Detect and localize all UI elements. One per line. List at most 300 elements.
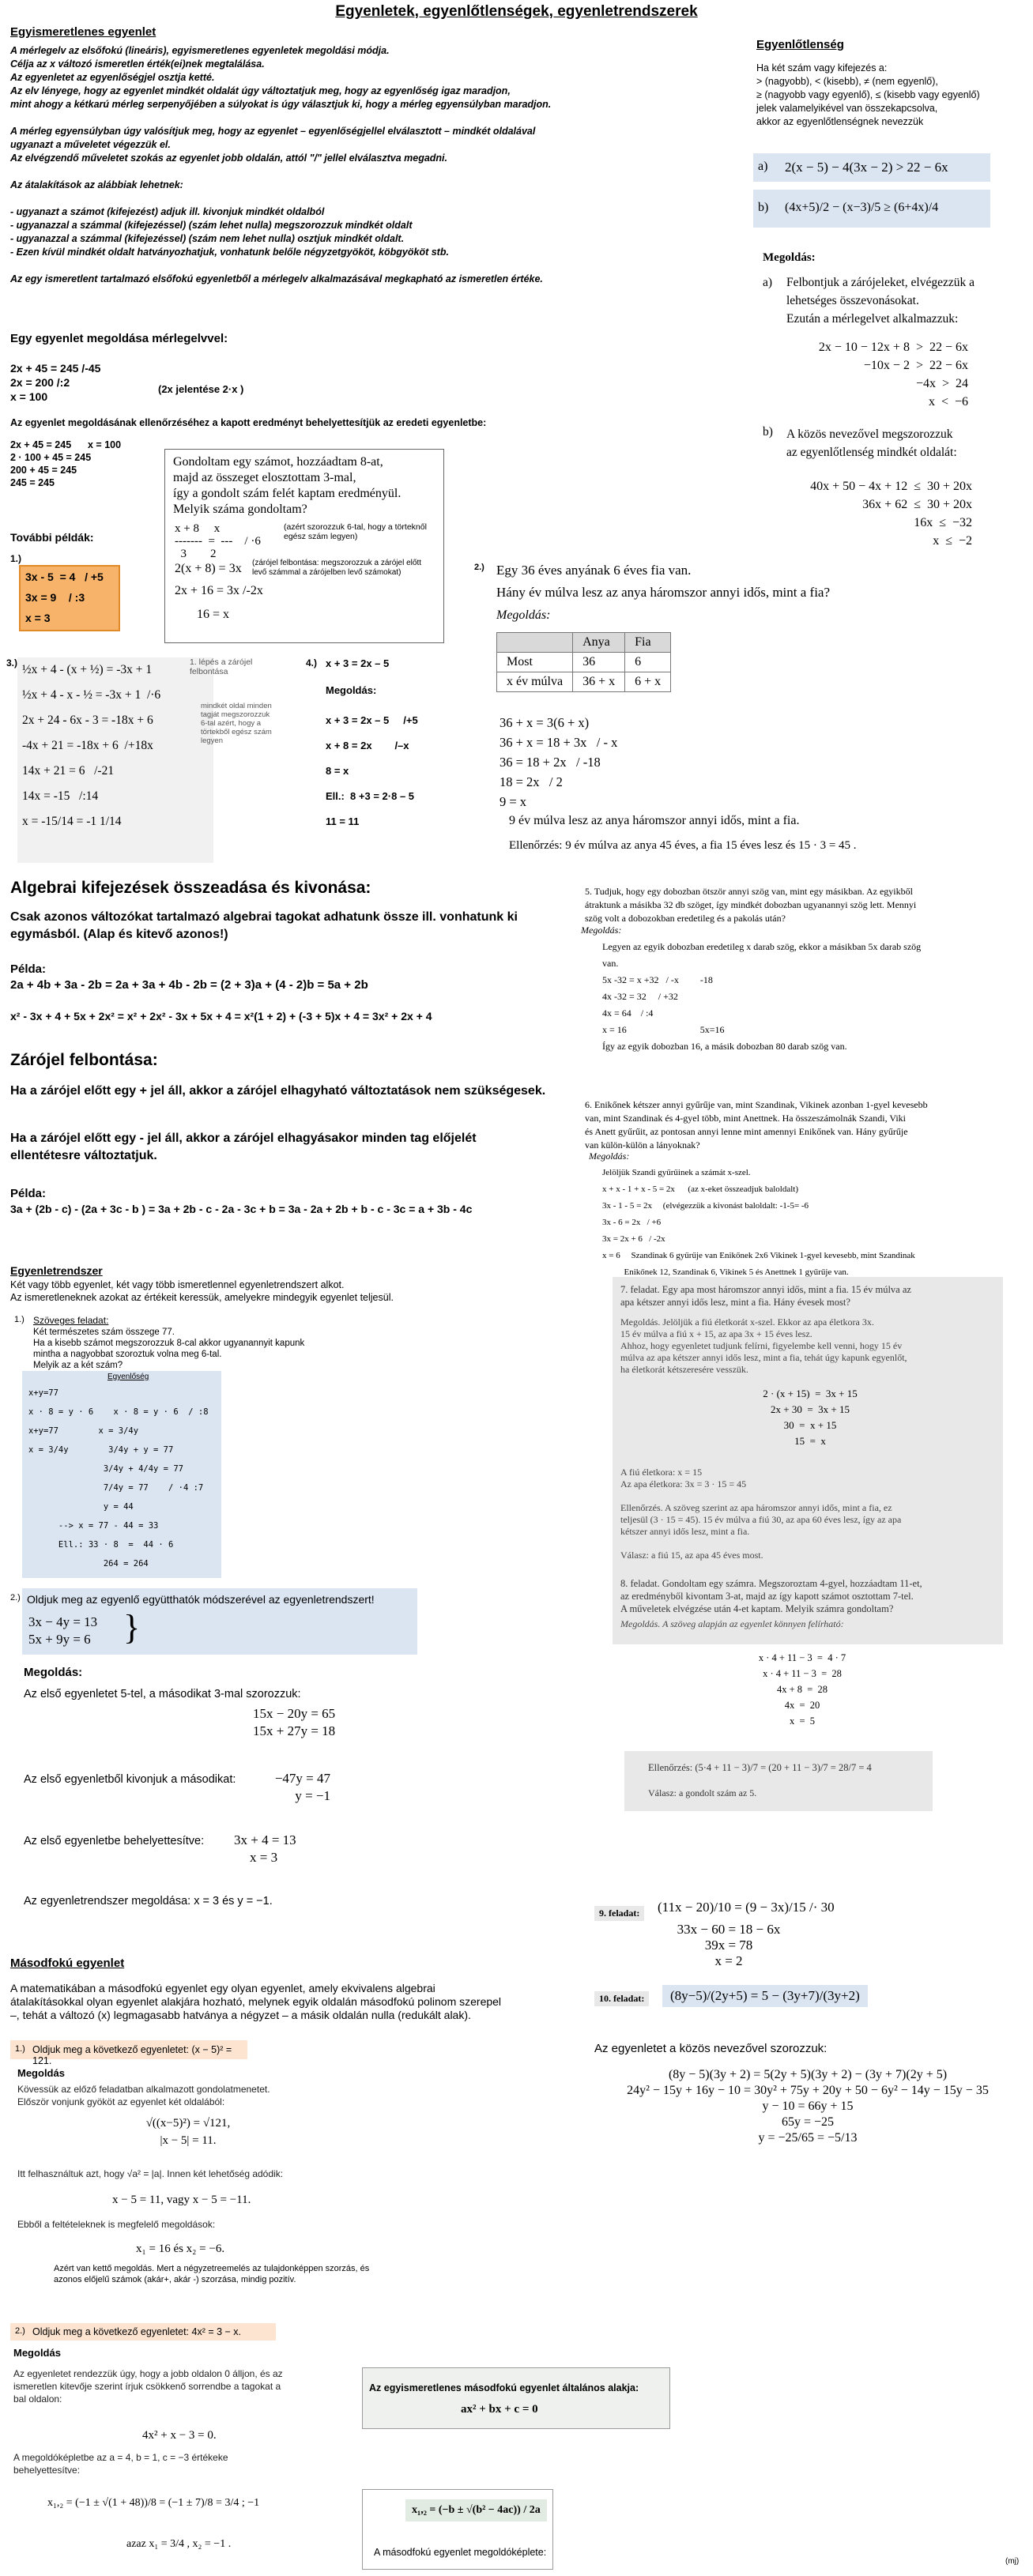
quad-1-text2: Itt felhasználtuk azt, hogy √a² = |a|. Innen két lehetőség adódik: <box>17 2168 284 2179</box>
sec2-note: (2x jelentése 2·x ) <box>158 383 244 395</box>
problem-7-line: 7. feladat. Egy apa most háromszor annyi idős, mint a fia. 15 év múlva az <box>620 1284 911 1295</box>
quad-2-title: Oldjuk meg a következő egyenletet: 4x² = 3 − x. <box>32 2326 242 2337</box>
problem-6-text <box>585 1098 928 1152</box>
check-heading: Az egyenlet megoldásának ellenőrzéséhez a kapott eredményt behelyettesítjük az eredeti egyenletbe: <box>10 417 487 428</box>
quad-1-line: Kövessük az előző feladatban alkalmazott gondolatmenetet. <box>17 2084 270 2095</box>
ineq-a-explanation <box>786 273 975 328</box>
ineq-b-step: 40x + 50 − 4x + 12 ≤ 30 + 20x <box>810 480 972 493</box>
sys-1-line: Két természetes szám összege 77. <box>33 1328 175 1337</box>
problem-6-steps <box>602 1165 915 1281</box>
problem-10-label: 10. feladat: <box>594 1991 649 2006</box>
ex4-line: x + 8 = 2x /–x <box>326 740 409 751</box>
problem-6-step: 3x = 2x + 6 / -2x <box>602 1234 665 1244</box>
problem-7-solution-line: múlva az apa kétszer annyi idős lesz, mint a fia, tehát úgy kapunk egyenlőt, <box>620 1352 907 1363</box>
sys-box-line: x+y=77 <box>28 1388 58 1398</box>
quad-formula-title: A másodfokú egyenlet megoldóképlete: <box>374 2547 547 2558</box>
problem-6-step: x = 6 Szandinak 6 gyűrűje van Enikőnek 2x6 Vikinek 1-gyel kevesebb, mint Szandinak <box>602 1251 915 1260</box>
age-answer: 9 év múlva lesz az anya háromszor annyi idős, mint a fia. <box>509 814 800 827</box>
quad-heading: Másodfokú egyenlet <box>10 1956 125 1970</box>
alg-example-1: 2a + 4b + 3a - 2b = 2a + 3a + 4b - 2b = (2 + 3)a + (4 - 2)b = 5a + 2b <box>10 978 368 992</box>
ineq-a-step: x < −6 <box>928 395 968 409</box>
ineq-a-label: a) <box>758 160 768 173</box>
problem-5-step: 4x = 64 / :4 <box>602 1007 654 1019</box>
ineq-b-label: b) <box>758 201 769 214</box>
ex3-note-b: mindkét oldal minden tagját megszorozzuk 6-tal azért, hogy a törtekből egész szám legyen <box>201 702 272 745</box>
problem-7-eq: 15 = x <box>794 1435 826 1447</box>
sec1-text <box>10 44 722 286</box>
quad-formula: x₁,₂ = (−b ± √(b² − 4ac)) / 2a <box>405 2499 547 2521</box>
table-cell: Anya <box>573 633 625 653</box>
problem-5-solution-label: Megoldás: <box>581 925 622 936</box>
riddle-step1b: ------- = --- / ·6 <box>175 535 261 548</box>
problem-6-line: van, mint Szandinak és 4-gyel több, mint Anettnek. Ha összeszámolnák Szandi, Viki <box>585 1113 906 1124</box>
table-cell: Most <box>497 653 573 672</box>
quad-2-line: ismeretlen kitevője szerint írjuk csökkenő sorrendbe a tagokat a <box>13 2381 281 2392</box>
problem-8-solution-label: Megoldás. A szöveg alapján az egyenlet könnyen felírható: <box>620 1618 844 1629</box>
ex1-line: 3x = 9 / :3 <box>25 591 85 604</box>
ex4-number: 4.) <box>306 657 318 668</box>
sys-definition <box>10 1279 394 1304</box>
ineq-a-box <box>753 153 990 182</box>
sys-s3a: 3x + 4 = 13 <box>234 1832 296 1847</box>
problem-8-eq: x = 5 <box>789 1715 816 1727</box>
quad-2-box <box>10 2323 276 2341</box>
sys-1-title: Szöveges feladat: <box>33 1315 109 1326</box>
ex4-line: 11 = 11 <box>326 815 360 827</box>
problem-5-step: Legyen az egyik dobozban eredetileg x darab szög, ekkor a másikban 5x darab szög <box>602 941 922 952</box>
sec1-line: - ugyanazt a számot (kifejezést) adjuk ill. kivonjuk mindkét oldalból <box>10 206 325 217</box>
ineq-b-line: az egyenlőtlenség mindkét oldalát: <box>786 446 957 459</box>
sys-1-line: Melyik az a két szám? <box>33 1361 123 1370</box>
sys-2-box <box>22 1588 417 1655</box>
quad-2-number: 2.) <box>15 2326 25 2336</box>
ineq-b-line: A közös nevezővel megszorozzuk <box>786 427 953 441</box>
problem-5-line: szög volt a dobozokban eredetileg és a pakolás után? <box>585 913 786 924</box>
quad-1-number: 1.) <box>15 2044 25 2054</box>
problem-6-step: x + x - 1 + x - 5 = 2x (az x-eket összeadjuk baloldalt) <box>602 1184 799 1194</box>
problem-7-equations <box>723 1386 897 1449</box>
problem-7-end-line: Ellenőrzés. A szöveg szerint az apa háromszor annyi idős, mint a fia, ez <box>620 1502 892 1513</box>
sys-eq2: 5x + 9y = 6 <box>28 1632 91 1647</box>
ineq-b-step: x ≤ −2 <box>933 534 972 548</box>
sys-heading: Egyenletrendszer <box>10 1264 103 1277</box>
problem-5-step: x = 16 5x=16 <box>602 1024 725 1035</box>
table-cell: 36 + x <box>573 672 625 692</box>
sys-step2-eqs <box>267 1770 330 1805</box>
ex1-number: 1.) <box>10 553 22 564</box>
sys-1-line: Ha a kisebb számot megszorozzuk 8-cal akkor ugyanannyit kapunk <box>33 1339 305 1348</box>
problem-10-step: (8y − 5)(3y + 2) = 5(2y + 5)(3y + 2) − (3y + 7)(2y + 5) <box>668 2068 948 2081</box>
check-line: 200 + 45 = 245 <box>10 465 77 476</box>
quad-1-solution-label: Megoldás <box>17 2067 65 2079</box>
problem-7-end-line: Válasz: a fiú 15, az apa 45 éves most. <box>620 1550 763 1561</box>
sys-1-line: mintha a nagyobbat szoroztuk volna meg 6-tal. <box>33 1350 222 1359</box>
problem-8-eq: 4x + 8 = 28 <box>776 1684 828 1695</box>
sys-l1: Két vagy több egyenlet, két vagy több ismeretlennel egyenletrendszert alkot. <box>10 1279 345 1290</box>
ineq-a-step: −4x > 24 <box>915 377 968 390</box>
ineq-line: ≥ (nagyobb vagy egyenlő), ≤ (kisebb vagy egyenlő) <box>756 89 980 100</box>
table-row <box>497 653 671 672</box>
riddle-text <box>173 454 401 518</box>
problem-7-end-line <box>620 1538 901 1550</box>
sys-box-line: --> x = 77 - 44 = 33 <box>28 1521 159 1531</box>
ineq-b-box <box>753 190 990 228</box>
quad-1-line: Először vonjunk gyököt az egyenlet két oldalából: <box>17 2096 225 2107</box>
brace-icon: } <box>123 1608 141 1647</box>
quad-1-eq1a: √((x−5)²) = √121, <box>145 2117 231 2130</box>
sec2-steps <box>10 361 100 404</box>
ex3-line: ½x + 4 - x - ½ = -3x + 1 /·6 <box>22 688 161 702</box>
problem-7-eq: 2x + 30 = 3x + 15 <box>771 1403 850 1415</box>
ineq-solution-label: Megoldás: <box>763 251 816 264</box>
problem-5-step: 5x -32 = x +32 / -x -18 <box>602 974 713 985</box>
ineq-b-step: 16x ≤ −32 <box>914 516 972 529</box>
age-step: 36 + x = 18 + 3x / - x <box>500 735 618 750</box>
problem-5-line: 5. Tudjuk, hogy egy dobozban ötször annyi szög van, mint egy másikban. Az egyikből <box>585 886 913 897</box>
riddle-fraction <box>175 522 261 560</box>
problem-7-solution-line: Ahhoz, hogy egyenletet tudjunk felírni, figyelembe kell venni, hogy 15 év <box>620 1340 903 1351</box>
problem-7-end-line: Az apa életkora: 3x = 3 · 15 = 45 <box>620 1478 747 1489</box>
ineq-heading: Egyenlőtlenség <box>756 38 844 51</box>
problem-8-check: Ellenőrzés: (5·4 + 11 − 3)/7 = (20 + 11 − 3)/7 = 28/7 = 4 <box>648 1762 872 1773</box>
problem-10-equation: (8y−5)/(2y+5) = 5 − (3y+7)/(3y+2) <box>662 1985 868 2007</box>
riddle-step4: 16 = x <box>197 608 230 621</box>
sys-s1b: 15x + 27y = 18 <box>253 1723 336 1738</box>
table-cell: 36 <box>573 653 625 672</box>
problem-5-steps <box>602 939 921 1055</box>
problem-6-line: és Anett gyűrűit, az pontosan annyi lenne mint amennyi Enikőnek van. Hány gyűrűje <box>585 1126 908 1137</box>
age-table <box>496 632 671 692</box>
quad-2-solution-label: Megoldás <box>13 2347 61 2359</box>
age-q1: Egy 36 éves anyának 6 éves fia van. <box>496 563 692 578</box>
sec1-line <box>10 192 722 205</box>
quad-line: A matematikában a másodfokú egyenlet egy olyan egyenlet, amely ekvivalens algebrai <box>10 1982 435 1994</box>
ineq-a-text <box>763 273 772 292</box>
sys-box-line: x = 3/4y 3/4y + y = 77 <box>28 1445 174 1455</box>
problem-7-end-line: kétszer annyi idős lesz, mint a fia. <box>620 1526 750 1537</box>
problem-10-step: 24y² − 15y + 16y − 10 = 30y² + 75y + 20y + 50 − 6y² − 14y − 15y − 35 <box>627 2084 989 2097</box>
alg-heading: Algebrai kifejezések összeadása és kivonása: <box>10 879 371 897</box>
sec1-line: - Ezen kívül mindkét oldalt hatványozhatjuk, vonhatunk belőle négyzetgyököt, köbgyököt stb. <box>10 247 449 258</box>
table-cell <box>497 633 573 653</box>
problem-5-step: van. <box>602 958 619 969</box>
sec1-line: - ugyanazzal a számmal (kifejezéssel) (szám lehet nulla) megszorozzuk mindkét oldalt <box>10 220 413 231</box>
sec1-line: mint ahogy a kétkarú mérleg serpenyőjében a súlyokat is úgy választjuk ki, hogy a mérleg egyensúlyban maradjon. <box>10 99 552 110</box>
alg-example-label: Példa: <box>10 962 47 976</box>
check-steps <box>10 439 121 489</box>
page-title: Egyenletek, egyenlőtlenségek, egyenletrendszerek <box>335 3 698 20</box>
ineq-b-step: 36x + 62 ≤ 30 + 20x <box>862 498 972 511</box>
riddle-box <box>164 449 444 643</box>
par-example-label: Példa: <box>10 1187 47 1200</box>
ex3-line: 14x = -15 /:14 <box>22 789 99 803</box>
quad-2-line: bal oldalon: <box>13 2393 62 2405</box>
riddle-note1: (azért szorozzuk 6-tal, hogy a törteknől egész szám legyen) <box>284 522 427 541</box>
sec1-line: Az átalakítások az alábbiak lehetnek: <box>10 179 183 190</box>
problem-8-check-box <box>624 1751 933 1811</box>
ex3-line: 14x + 21 = 6 /-21 <box>22 764 115 778</box>
sys-step1-eqs <box>253 1705 335 1740</box>
age-step: 36 + x = 3(6 + x) <box>500 715 590 730</box>
alg-rule: Csak azonos változókat tartalmazó algebrai tagokat adhatunk össze ill. vonhatunk ki egymásból. (Alap és kitevő azonos!) <box>10 910 518 941</box>
sys-box-line: x+y=77 x = 3/4y <box>28 1426 139 1436</box>
sys-step2-text: Az első egyenletből kivonjuk a másodikat: <box>24 1773 236 1786</box>
quad-definition <box>10 1982 501 2022</box>
quad-2-text2 <box>13 2451 228 2476</box>
quad-1-eq2: x − 5 = 11, vagy x − 5 = −11. <box>112 2194 251 2206</box>
problem-7-conclusion <box>620 1467 901 1561</box>
sec1-line <box>10 259 722 273</box>
sys-s3b: x = 3 <box>250 1850 278 1865</box>
sec1-line: Az egyenletet az egyenlőségjel osztja ketté. <box>10 72 215 83</box>
problem-6-step: Enikőnek 12, Szandinak 6, Vikinek 5 és Anettnek 1 gyűrűje van. <box>602 1267 849 1277</box>
age-step: 36 = 18 + 2x / -18 <box>500 755 601 770</box>
riddle-note2: (zárójel felbontása: megszorozzuk a zárójel előtt levő számmal a zárójelben levő számokat) <box>252 559 421 577</box>
problem-7-eq: 30 = x + 15 <box>783 1419 837 1431</box>
table-cell: 6 + x <box>625 672 671 692</box>
problem-6-step: Jelöljük Szandi gyűrűinek a számát x-szel. <box>602 1168 751 1177</box>
sys-solution-label: Megoldás: <box>24 1666 83 1679</box>
problem-7-solution-line: 15 év múlva a fiú x + 15, az apa 3x + 15 éves lesz. <box>620 1328 812 1339</box>
quad-2-eq2: x₁,₂ = (−1 ± √(1 + 48))/8 = (−1 ± 7)/8 = 3/4 ; −1 <box>47 2497 260 2509</box>
problem-5-line: átraktunk a másikba 32 db szöget, így mindkét dobozban ugyanannyi szög lett. Mennyi <box>585 899 917 910</box>
riddle-line: majd az összeget elosztottam 3-mal, <box>173 471 356 484</box>
age-steps <box>500 713 617 812</box>
sec2-line: x = 100 <box>10 390 48 403</box>
sec1-line: A mérlegelv az elsőfokú (lineáris), egyismeretlenes egyenletek megoldási módja. <box>10 45 390 56</box>
par-example: 3a + (2b - c) - (2a + 3c - b ) = 3a + 2b - c - 2a - 3c + b = 3a - 2a + 2b + b - c - 3c = a + 3b - 4c <box>10 1203 473 1215</box>
ineq-definition <box>756 62 980 129</box>
ex4-line: x + 3 = 2x – 5 /+5 <box>326 714 418 726</box>
ex3-line: x = -15/14 = -1 1/14 <box>22 815 122 828</box>
signature: (mj) <box>1005 2557 1020 2566</box>
sec1-line <box>10 111 722 125</box>
quad-2-eq1: 4x² + x − 3 = 0. <box>142 2429 217 2442</box>
quad-2-line: Az egyenletet rendezzük úgy, hogy a jobb oldalon 0 álljon, és az <box>13 2368 283 2379</box>
sys-1-box-label: Egyenlőség <box>107 1373 149 1381</box>
problem-9-equation: (11x − 20)/10 = (9 − 3x)/15 /· 30 <box>658 1900 835 1915</box>
ex3-note-a: 1. lépés a zárójel felbontása <box>190 657 253 676</box>
par-rule-minus: Ha a zárójel előtt egy - jel áll, akkor a zárójel elhagyásakor minden tag előjelét ellentétesre változtatjuk. <box>10 1132 477 1162</box>
table-cell: x év múlva <box>497 672 573 692</box>
age-number: 2.) <box>474 563 484 572</box>
ineq-a-line: Felbontjuk a zárójeleket, elvégezzük a <box>786 276 975 289</box>
ineq-b-explanation <box>786 425 957 461</box>
age-check: Ellenőrzés: 9 év múlva az anya 45 éves, a fia 15 éves lesz és 15 · 3 = 45 . <box>509 839 857 852</box>
par-heading: Zárójel felbontása: <box>10 1051 158 1069</box>
sys-solution: Az egyenletrendszer megoldása: x = 3 és y = −1. <box>24 1895 273 1908</box>
quad-general-eq: ax² + bx + c = 0 <box>461 2403 538 2416</box>
quad-2-line2: behelyettesítve: <box>13 2465 81 2476</box>
riddle-line: Gondoltam egy számot, hozzáadtam 8-at, <box>173 455 383 469</box>
age-question <box>496 559 830 604</box>
problem-6-step: 3x - 1 - 5 = 2x (elvégezzük a kivonást baloldalt: -1-5= -6 <box>602 1201 809 1211</box>
riddle-line: így a gondolt szám felét kaptam eredményül. <box>173 487 402 500</box>
quad-2-text <box>13 2367 283 2405</box>
problem-10-step: y = −25/65 = −5/13 <box>758 2131 858 2145</box>
sys-box-line: x · 8 = y · 6 x · 8 = y · 6 / :8 <box>28 1407 209 1417</box>
ex3-box <box>17 657 213 863</box>
quad-2-line2: A megoldóképletbe az a = 4, b = 1, c = −3 értékeke <box>13 2452 228 2463</box>
riddle-step3: 2x + 16 = 3x /-2x <box>175 584 263 597</box>
problem-5-text <box>585 885 916 925</box>
problem-9-step: 39x = 78 <box>704 1938 753 1953</box>
ineq-b-steps <box>779 477 972 550</box>
sec1-line: Az elv lényege, hogy az egyenlet mindkét oldalát úgy változtatjuk meg, hogy az egyenlőség igaz maradjon, <box>10 85 511 96</box>
ex3-line: 2x + 24 - 6x - 3 = -18x + 6 <box>22 714 153 727</box>
problem-7-box <box>613 1277 1003 1644</box>
quad-2-eq3: azaz x₁ = 3/4 , x₂ = −1 . <box>126 2538 232 2550</box>
quad-line: átalakításokkal olyan egyenlet alakjára hozható, melynek egyik oldalán másodfokú polinom szerepel <box>10 1995 502 2008</box>
ineq-a-line: lehetséges összevonásokat. <box>786 294 919 307</box>
problem-8-answer: Válasz: a gondolt szám az 5. <box>648 1787 757 1798</box>
ineq-a-step: 2x − 10 − 12x + 8 > 22 − 6x <box>818 341 968 354</box>
sys-s1a: 15x − 20y = 65 <box>253 1706 336 1721</box>
ineq-b-expr: (4x+5)/2 − (x−3)/5 ≥ (6+4x)/4 <box>785 201 939 214</box>
alg-example-2: x² - 3x + 4 + 5x + 2x² = x² + 2x² - 3x + 5x + 4 = x²(1 + 2) + (-3 + 5)x + 4 = 3x² + 2x + 4 <box>10 1010 432 1022</box>
sys-box-line: 7/4y = 77 / ·4 :7 <box>28 1483 204 1493</box>
quad-1-note: Azért van kettő megoldás. Mert a négyzetreemelés az tulajdonképpen szorzás, és azonos előjelű számok (akár+, akár -) szorzása, mindig pozitív. <box>54 2264 370 2284</box>
quad-1-eq1b: |x − 5| = 11. <box>160 2134 217 2147</box>
ineq-b-sol-label: b) <box>763 425 773 439</box>
problem-8-line: A műveletek elvégzése után 4-et kaptam. Melyik számra gondoltam? <box>620 1603 894 1614</box>
sys-1-box-steps <box>28 1384 209 1573</box>
sec2-line: 2x = 200 /:2 <box>10 376 70 389</box>
check-line: 2 · 100 + 45 = 245 <box>10 452 92 463</box>
ineq-line: Ha két szám vagy kifejezés a: <box>756 62 888 73</box>
problem-8-eq: x · 4 + 11 − 3 = 28 <box>763 1668 842 1679</box>
problem-8-eq: 4x = 20 <box>784 1700 820 1711</box>
problem-6-line: van külön-külön a lányoknak? <box>585 1139 700 1151</box>
problem-6-line: 6. Enikőnek kétszer annyi gyűrűje van, mint Szandinak, Vikinek azonban 1-gyel kevesebb <box>585 1099 928 1110</box>
ex3-line: -4x + 21 = -18x + 6 /+18x <box>22 739 153 752</box>
problem-7-solution-line: Megoldás. Jelöljük a fiú életkorát x-szel. Ekkor az apa életkora 3x. <box>620 1316 874 1328</box>
quad-general-title: Az egyismeretlenes másodfokú egyenlet általános alakja: <box>369 2382 639 2393</box>
sec2-heading: Egy egyenlet megoldása mérlegelvvel: <box>10 332 228 345</box>
table-row <box>497 672 671 692</box>
sec2-line: 2x + 45 = 245 /-45 <box>10 362 101 375</box>
problem-6-step: 3x - 6 = 2x / +6 <box>602 1218 662 1227</box>
problem-10-step: 65y = −25 <box>781 2115 835 2129</box>
riddle-step1: x + 8 x <box>175 522 221 535</box>
sys-step1-text: Az első egyenletet 5-tel, a másodikat 3-mal szorozzuk: <box>24 1688 301 1700</box>
problem-7-solution <box>620 1316 907 1376</box>
ex4-solution-label: Megoldás: <box>326 684 377 696</box>
ineq-a-steps <box>790 338 968 411</box>
quad-1-eq3: x₁ = 16 és x₂ = −6. <box>136 2243 225 2255</box>
quad-1-eq1 <box>141 2115 236 2149</box>
problem-10-step: y − 10 = 66y + 15 <box>762 2100 854 2113</box>
problem-5-step: 4x -32 = 32 / +32 <box>602 991 678 1002</box>
check-line: 245 = 245 <box>10 477 55 488</box>
sec1-line <box>10 165 722 179</box>
problem-9-step: x = 2 <box>714 1953 743 1968</box>
problem-7-eq: 2 · (x + 15) = 3x + 15 <box>763 1388 858 1399</box>
sec1-heading: Egyismeretlenes egyenlet <box>10 25 156 39</box>
problem-9-step: 33x − 60 = 18 − 6x <box>677 1922 781 1937</box>
problem-8-text <box>620 1577 922 1615</box>
table-cell: 6 <box>625 653 671 672</box>
sys-1-box <box>22 1371 221 1578</box>
ex1-line: x = 3 <box>25 612 51 624</box>
problem-7-line: apa kétszer annyi idős lesz, mint a fia. Hány évesek most? <box>620 1297 850 1308</box>
sec1-line: Az egy ismeretlent tartalmazó elsőfokú egyenletből a mérlegelv alkalmazásával megkapható az ismeretlen értéke. <box>10 273 543 284</box>
ineq-a-line: Ezután a mérlegelvet alkalmazzuk: <box>786 312 959 326</box>
ex4-title: x + 3 = 2x – 5 <box>326 657 390 669</box>
quad-general-box <box>362 2367 670 2429</box>
problem-8-equations <box>715 1650 889 1729</box>
problem-7-end-line: teljesül (3 · 15 = 45). 15 év múlva a fiú 30, az apa 60 éves lesz, így az apa <box>620 1514 902 1525</box>
ineq-line: akkor az egyenlőtlenségnek nevezzük <box>756 116 924 127</box>
sys-2-number: 2.) <box>10 1593 21 1602</box>
sys-2-equations <box>28 1614 97 1648</box>
problem-9-label: 9. feladat: <box>594 1906 644 1921</box>
problem-7-end-line <box>620 1490 901 1502</box>
problem-10-text: Az egyenletet a közös nevezővel szorozzuk: <box>594 2042 828 2055</box>
sys-box-line: y = 44 <box>28 1502 134 1512</box>
sys-2-title: Oldjuk meg az egyenlő együtthatók módszerével az egyenletrendszert! <box>27 1593 375 1606</box>
ineq-a-sol-label: a) <box>763 276 773 289</box>
problem-8-line: az eredményből kivontam 3-at, majd az így kapott számot osztottam 7-tel. <box>620 1591 914 1602</box>
problem-7-end-line: A fiú életkora: x = 15 <box>620 1467 703 1478</box>
riddle-line: Melyik száma gondoltam? <box>173 503 307 516</box>
quad-1-text3: Ebből a feltételeknek is megfelelő megoldások: <box>17 2219 216 2230</box>
problem-7-text <box>620 1283 911 1309</box>
problem-10-steps <box>594 2067 1021 2146</box>
check-line: 2x + 45 = 245 x = 100 <box>10 439 122 450</box>
sys-1-number: 1.) <box>14 1315 25 1324</box>
quad-1-title: Oldjuk meg a következő egyenletet: (x − 5)² = 121. <box>32 2044 232 2066</box>
quad-1-text <box>17 2083 270 2108</box>
sys-box-line: 3/4y + 4/4y = 77 <box>28 1464 183 1474</box>
problem-6-solution-label: Megoldás: <box>589 1151 630 1162</box>
ex1-box <box>19 565 120 631</box>
sys-s2a: −47y = 47 <box>274 1771 330 1786</box>
sys-box-line: Ell.: 33 · 8 = 44 · 6 <box>28 1540 174 1550</box>
sys-eq1: 3x − 4y = 13 <box>28 1614 98 1629</box>
sys-1-text <box>33 1327 304 1371</box>
ineq-a-step: −10x − 2 > 22 − 6x <box>863 359 968 372</box>
ineq-line: jelek valamelyikével van összekapcsolva, <box>756 103 938 114</box>
problem-7-solution-line: ha életkorát kétszeresére vesszük. <box>620 1364 748 1375</box>
sys-box-line: 264 = 264 <box>28 1559 149 1569</box>
sec1-line: ugyanazt a műveletet végezzük el. <box>10 139 171 150</box>
table-row <box>497 633 671 653</box>
problem-5-step: Így az egyik dobozban 16, a másik dobozban 80 darab szög van. <box>602 1041 847 1052</box>
sec1-line: A mérleg egyensúlyban úgy valósítjuk meg, hogy az egyenlet – egyenlőségjellel elválasztott – mindkét oldalával <box>10 126 536 137</box>
sys-step3-eqs <box>234 1832 296 1866</box>
sys-l2: Az ismeretleneknek azokat az értékeit keressük, amelyekre mindegyik egyenlet teljesül. <box>10 1292 394 1303</box>
age-step: 18 = 2x / 2 <box>500 774 563 789</box>
ineq-line: > (nagyobb), < (kisebb), ≠ (nem egyenlő), <box>756 76 938 87</box>
ex3-line: ½x + 4 - (x + ½) = -3x + 1 <box>22 663 153 676</box>
problem-9-steps <box>658 1922 800 1969</box>
ex4-steps <box>326 708 418 834</box>
problem-8-eq: x · 4 + 11 − 3 = 4 · 7 <box>758 1652 846 1663</box>
age-step: 9 = x <box>500 794 527 809</box>
ex4-line: 8 = x <box>326 765 349 777</box>
more-heading: További példák: <box>10 531 94 544</box>
par-rule-plus: Ha a zárójel előtt egy + jel áll, akkor a zárójel elhagyható változtatások nem szükségesek. <box>10 1084 546 1098</box>
quad-1-box <box>10 2040 247 2066</box>
sec1-line: Az elvégzendő műveletet szokás az egyenlet jobb oldalán, attól "/" jellel elválasztva megadni. <box>10 153 447 164</box>
quad-formula-box <box>362 2489 553 2570</box>
riddle-step1c: 3 2 <box>175 548 217 560</box>
sys-s2b: y = −1 <box>295 1788 330 1803</box>
ineq-a-expr: 2(x − 5) − 4(3x − 2) > 22 − 6x <box>785 160 948 175</box>
table-cell: Fia <box>625 633 671 653</box>
ex4-line: Ell.: 8 +3 = 2·8 – 5 <box>326 790 415 802</box>
